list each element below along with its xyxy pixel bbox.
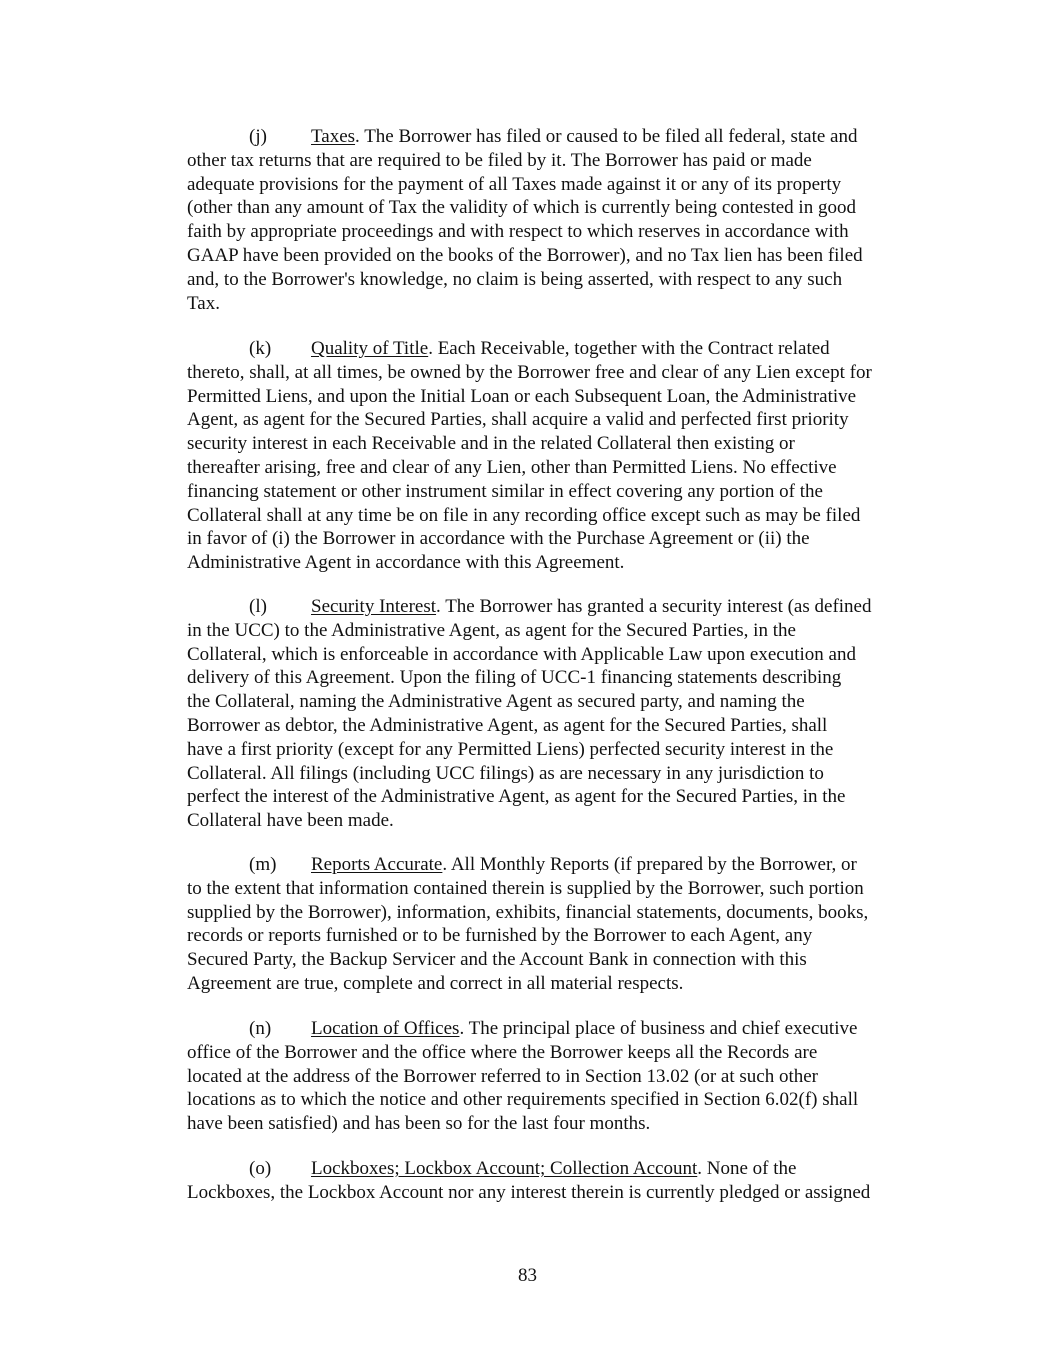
section-line: in favor of (i) the Borrower in accordance with the Purchase Agreement or (ii) the bbox=[187, 528, 810, 550]
section-line: have been satisfied) and has been so for the last four months. bbox=[187, 1113, 651, 1135]
section-l-security-interest bbox=[187, 595, 932, 833]
section-line: thereafter arising, free and clear of any Lien, other than Permitted Liens. No effective bbox=[187, 456, 837, 478]
section-line: supplied by the Borrower), information, exhibits, financial statements, documents, books, bbox=[187, 901, 869, 923]
section-j-taxes bbox=[187, 125, 932, 315]
section-line: other tax returns that are required to be filed by it. The Borrower has paid or made bbox=[187, 149, 812, 171]
section-line: faith by appropriate proceedings and with respect to which reserves in accordance with bbox=[187, 221, 849, 243]
section-text: . None of the bbox=[697, 1158, 797, 1179]
section-first-line bbox=[187, 853, 932, 877]
section-line: located at the address of the Borrower referred to in Section 13.02 (or at such other bbox=[187, 1065, 818, 1087]
section-line: thereto, shall, at all times, be owned by the Borrower free and clear of any Lien except for bbox=[187, 361, 872, 383]
section-heading: Location of Offices bbox=[311, 1018, 460, 1039]
section-line: Borrower as debtor, the Administrative Agent, as agent for the Secured Parties, shall bbox=[187, 714, 828, 736]
section-first-line bbox=[187, 1017, 932, 1041]
section-line: Collateral have been made. bbox=[187, 810, 394, 832]
section-line: security interest in each Receivable and in the related Collateral then existing or bbox=[187, 433, 795, 455]
section-heading: Taxes bbox=[311, 126, 356, 147]
section-line: records or reports furnished or to be furnished by the Borrower to each Agent, any bbox=[187, 925, 813, 947]
section-k-quality-of-title bbox=[187, 337, 932, 575]
section-line: GAAP have been provided on the books of the Borrower), and no Tax lien has been filed bbox=[187, 244, 863, 266]
section-line: have a first priority (except for any Permitted Liens) perfected security interest in the bbox=[187, 738, 834, 760]
section-line: locations as to which the notice and other requirements specified in Section 6.02(f) shall bbox=[187, 1089, 859, 1111]
section-text: . The Borrower has granted a security interest (as defined bbox=[436, 596, 872, 617]
section-line: Tax. bbox=[187, 292, 220, 314]
section-text: . The Borrower has filed or caused to be filed all federal, state and bbox=[355, 126, 858, 147]
section-line: Collateral. All filings (including UCC filings) as are necessary in any jurisdiction to bbox=[187, 762, 824, 784]
section-n-location-of-offices bbox=[187, 1017, 932, 1136]
section-line: financing statement or other instrument similar in effect covering any portion of the bbox=[187, 480, 823, 502]
section-o-lockboxes bbox=[187, 1157, 932, 1205]
section-text: . The principal place of business and chief executive bbox=[459, 1018, 858, 1039]
section-first-line bbox=[187, 337, 932, 361]
section-heading: Lockboxes; Lockbox Account; Collection Account bbox=[311, 1158, 698, 1179]
section-line: the Collateral, naming the Administrative Agent as secured party, and naming the bbox=[187, 691, 805, 713]
section-line: perfect the interest of the Administrative Agent, as agent for the Secured Parties, in the bbox=[187, 786, 846, 808]
section-line: Agent, as agent for the Secured Parties, shall acquire a valid and perfected first priority bbox=[187, 409, 849, 431]
section-number: (m) bbox=[249, 854, 277, 875]
section-first-line bbox=[187, 1157, 932, 1181]
section-heading: Reports Accurate bbox=[311, 854, 443, 875]
section-heading: Quality of Title bbox=[311, 338, 429, 359]
section-first-line bbox=[187, 595, 932, 619]
section-text: . Each Receivable, together with the Contract related bbox=[428, 338, 830, 359]
section-number: (l) bbox=[249, 596, 267, 617]
section-line: Secured Party, the Backup Servicer and the Account Bank in connection with this bbox=[187, 949, 807, 971]
section-line: Collateral shall at any time be on file in any recording office except such as may be filed bbox=[187, 504, 861, 526]
section-heading: Security Interest bbox=[311, 596, 437, 617]
page-number: 83 bbox=[518, 1265, 537, 1286]
section-line: and, to the Borrower's knowledge, no claim is being asserted, with respect to any such bbox=[187, 268, 843, 290]
section-number: (j) bbox=[249, 126, 267, 147]
section-number: (o) bbox=[249, 1158, 272, 1179]
section-m-reports-accurate bbox=[187, 853, 932, 996]
section-line: to the extent that information contained therein is supplied by the Borrower, such portion bbox=[187, 877, 864, 899]
section-line: adequate provisions for the payment of all Taxes made against it or any of its property bbox=[187, 173, 842, 195]
section-first-line bbox=[187, 125, 932, 149]
section-line: (other than any amount of Tax the validity of which is currently being contested in good bbox=[187, 197, 856, 219]
section-line: Administrative Agent in accordance with this Agreement. bbox=[187, 552, 625, 574]
section-number: (n) bbox=[249, 1018, 272, 1039]
section-line: Permitted Liens, and upon the Initial Loan or each Subsequent Loan, the Administrative bbox=[187, 385, 857, 407]
section-line: Agreement are true, complete and correct in all material respects. bbox=[187, 972, 684, 994]
section-line: Lockboxes, the Lockbox Account nor any interest therein is currently pledged or assigned bbox=[187, 1181, 871, 1203]
section-text: . All Monthly Reports (if prepared by the Borrower, or bbox=[442, 854, 857, 875]
section-line: office of the Borrower and the office where the Borrower keeps all the Records are bbox=[187, 1041, 818, 1063]
section-line: Collateral, which is enforceable in accordance with Applicable Law upon execution and bbox=[187, 643, 856, 665]
section-number: (k) bbox=[249, 338, 272, 359]
section-line: in the UCC) to the Administrative Agent, as agent for the Secured Parties, in the bbox=[187, 619, 796, 641]
section-line: delivery of this Agreement. Upon the filing of UCC-1 financing statements describing bbox=[187, 667, 842, 689]
